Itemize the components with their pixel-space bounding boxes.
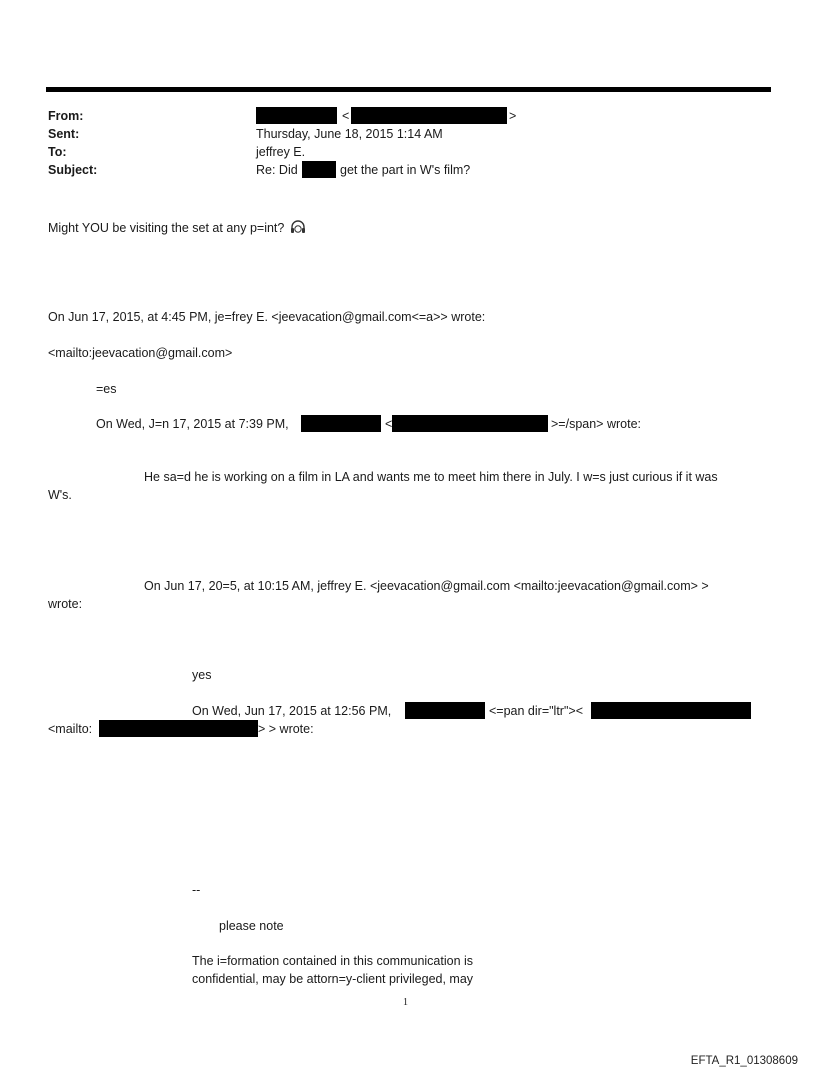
quote3-header-b: wrote: (48, 597, 83, 611)
quote1-text: =es (96, 382, 117, 396)
signature-dashes: -- (192, 883, 201, 897)
quote3-header-a: On Jun 17, 20=5, at 10:15 AM, jeffrey E. <jeevacation@gmail.com <mailto:jeevacation@gmail.com> > (144, 579, 709, 593)
quote4-header-a: On Wed, Jun 17, 2015 at 12:56 PM, (192, 704, 392, 718)
quote3-text: yes (192, 668, 212, 682)
quote2-header-b: >=/span> wrote: (551, 417, 641, 431)
quote1-header: On Jun 17, 2015, at 4:45 PM, je=frey E. <jeevacation@gmail.com<=a>> wrote: (48, 310, 486, 324)
sent-value: Thursday, June 18, 2015 1:14 AM (256, 127, 443, 141)
footer-document-id: EFTA_R1_01308609 (690, 1055, 798, 1067)
page-number: 1 (403, 997, 408, 1008)
redaction-subject-name (302, 161, 336, 178)
redaction-from-email (351, 107, 507, 124)
quote4-header-b: <=pan dir="ltr">< (489, 704, 584, 718)
redaction-quote4-mailto (99, 720, 258, 737)
headphones-face-icon (290, 219, 306, 235)
quote2-header-lt: < (385, 417, 393, 431)
quote4-mailto-a: <mailto: (48, 722, 93, 736)
quote2-text-a: He sa=d he is working on a film in LA and wants me to meet him there in July. I w=s just curious if it was (144, 470, 718, 484)
header-rule (46, 87, 771, 92)
subject-prefix: Re: Did (256, 163, 298, 177)
redaction-quote2-name (301, 415, 381, 432)
body-line-1-text: Might YOU be visiting the set at any p=int? (48, 221, 285, 235)
to-label: To: (48, 145, 67, 159)
signature-note: please note (219, 919, 284, 933)
sent-label: Sent: (48, 127, 80, 141)
from-label: From: (48, 109, 84, 123)
quote1-mailto: <mailto:jeevacation@gmail.com> (48, 346, 233, 360)
body-line-1 (48, 219, 306, 236)
subject-label: Subject: (48, 163, 98, 177)
redaction-quote4-email (591, 702, 751, 719)
redaction-quote2-email (392, 415, 548, 432)
signature-line-1: The i=formation contained in this communication is (192, 954, 474, 968)
quote2-header-a: On Wed, J=n 17, 2015 at 7:39 PM, (96, 417, 289, 431)
quote2-text-b: W's. (48, 488, 72, 502)
redaction-quote4-name (405, 702, 485, 719)
signature-line-2: confidential, may be attorn=y-client privileged, may (192, 972, 474, 986)
subject-suffix: get the part in W's film? (340, 163, 471, 177)
redaction-from-name (256, 107, 337, 124)
from-lt: < (342, 109, 350, 123)
quote4-mailto-b: > > wrote: (258, 722, 314, 736)
to-value: jeffrey E. (256, 145, 306, 159)
from-gt: > (509, 109, 517, 123)
